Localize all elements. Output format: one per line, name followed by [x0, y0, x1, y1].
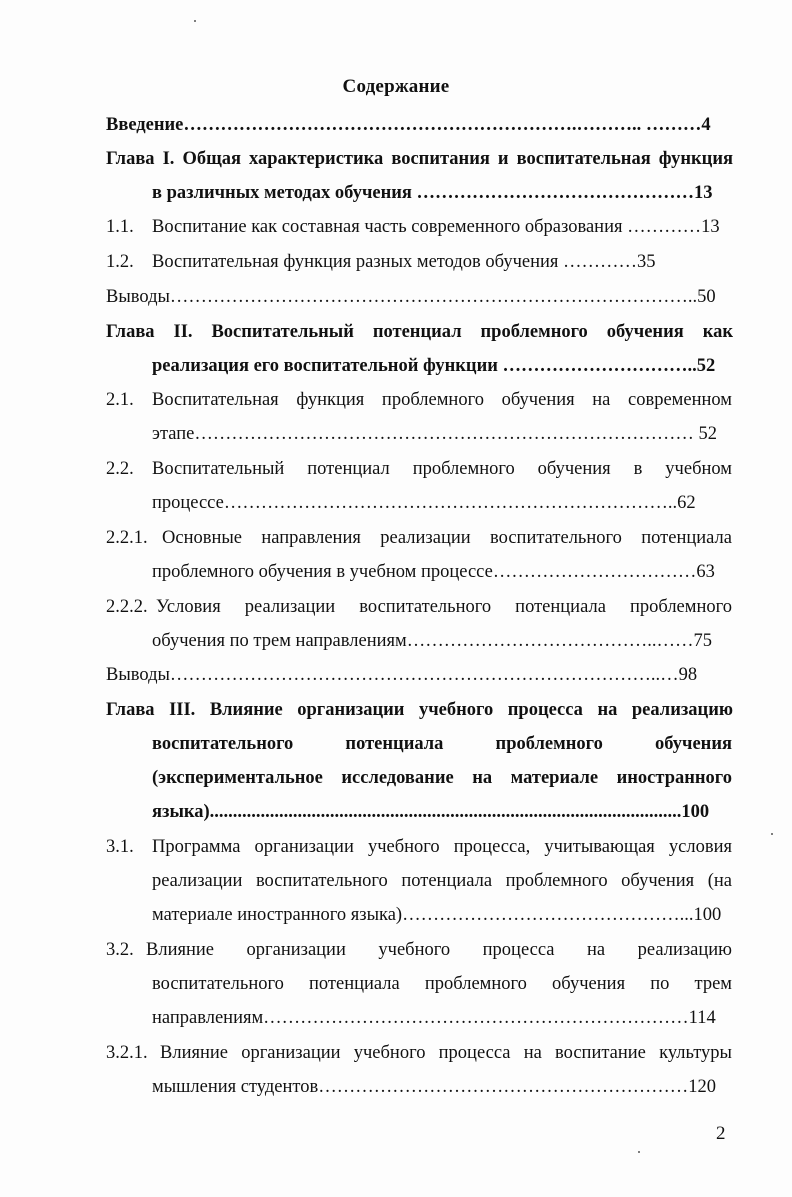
toc-section-number: 2.2.1. — [106, 528, 148, 548]
toc-section-2-2: Воспитательный потенциал проблемного обучения в учебном — [152, 459, 732, 479]
toc-chapter-1-heading: Глава I. Общая характеристика воспитания и воспитательная функция — [106, 149, 733, 169]
scan-speck — [194, 20, 196, 22]
scan-speck — [771, 833, 773, 835]
toc-section-3-1-cont: реализации воспитательного потенциала проблемного обучения (на — [152, 871, 732, 891]
toc-section-3-1-cont: материале иностранного языка)………………………………………...100 — [152, 905, 722, 925]
toc-section-3-2-1: Влияние организации учебного процесса на воспитание культуры — [160, 1043, 732, 1063]
toc-section-2-2-1-cont: проблемного обучения в учебном процессе……………………………63 — [152, 562, 715, 582]
toc-section-number: 1.1. — [106, 217, 134, 237]
toc-section-2-1: Воспитательная функция проблемного обучения на современном — [152, 390, 732, 410]
toc-section-2-2-cont: процессе………………………………………………………………..62 — [152, 493, 696, 513]
toc-chapter-3-heading: Глава III. Влияние организации учебного процесса на реализацию — [106, 700, 733, 720]
toc-chapter-1-heading-cont: в различных методах обучения ………………………………………13 — [152, 183, 713, 203]
toc-section-1-2: Воспитательная функция разных методов обучения …………35 — [152, 252, 656, 272]
toc-chapter-2-heading-cont: реализация его воспитательной функции …………………………..52 — [152, 356, 716, 376]
toc-conclusions-1: Выводы…………………………………………………………………………..50 — [106, 287, 716, 307]
toc-section-3-2: Влияние организации учебного процесса на реализацию — [146, 940, 732, 960]
toc-section-number: 3.1. — [106, 837, 134, 857]
toc-entry-introduction: Введение……………………………………………………….……….. ………4 — [106, 115, 711, 135]
toc-section-number: 2.1. — [106, 390, 134, 410]
toc-chapter-3-heading-cont: (экспериментальное исследование на материале иностранного — [152, 768, 732, 788]
toc-section-number: 3.2. — [106, 940, 134, 960]
toc-chapter-3-heading-cont: воспитательного потенциала проблемного обучения — [152, 734, 732, 754]
toc-section-number: 1.2. — [106, 252, 134, 272]
page-number: 2 — [716, 1123, 726, 1144]
toc-section-2-2-1: Основные направления реализации воспитательного потенциала — [162, 528, 732, 548]
toc-section-2-2-2-cont: обучения по трем направлениям…………………………………..……75 — [152, 631, 712, 651]
toc-section-2-2-2: Условия реализации воспитательного потенциала проблемного — [156, 597, 732, 617]
toc-chapter-3-heading-cont: языка)......................................................................................................100 — [152, 802, 710, 822]
toc-section-1-1: Воспитание как составная часть современного образования …………13 — [152, 217, 720, 237]
toc-section-3-2-cont: направлениям……………………………………………………………114 — [152, 1008, 716, 1028]
toc-section-3-1: Программа организации учебного процесса, учитывающая условия — [152, 837, 732, 857]
toc-section-3-2-cont: воспитательного потенциала проблемного обучения по трем — [152, 974, 732, 994]
toc-section-2-1-cont: этапе……………………………………………………………………… 52 — [152, 424, 717, 444]
toc-section-number: 2.2.2. — [106, 597, 148, 617]
toc-conclusions-2: Выводы……………………………………………………………………..…98 — [106, 665, 698, 685]
toc-chapter-2-heading: Глава II. Воспитательный потенциал проблемного обучения как — [106, 322, 733, 342]
scan-speck — [638, 1151, 640, 1153]
page-title: Содержание — [342, 76, 450, 97]
toc-section-number: 2.2. — [106, 459, 134, 479]
toc-section-3-2-1-cont: мышления студентов……………………………………………………120 — [152, 1077, 716, 1097]
toc-section-number: 3.2.1. — [106, 1043, 148, 1063]
